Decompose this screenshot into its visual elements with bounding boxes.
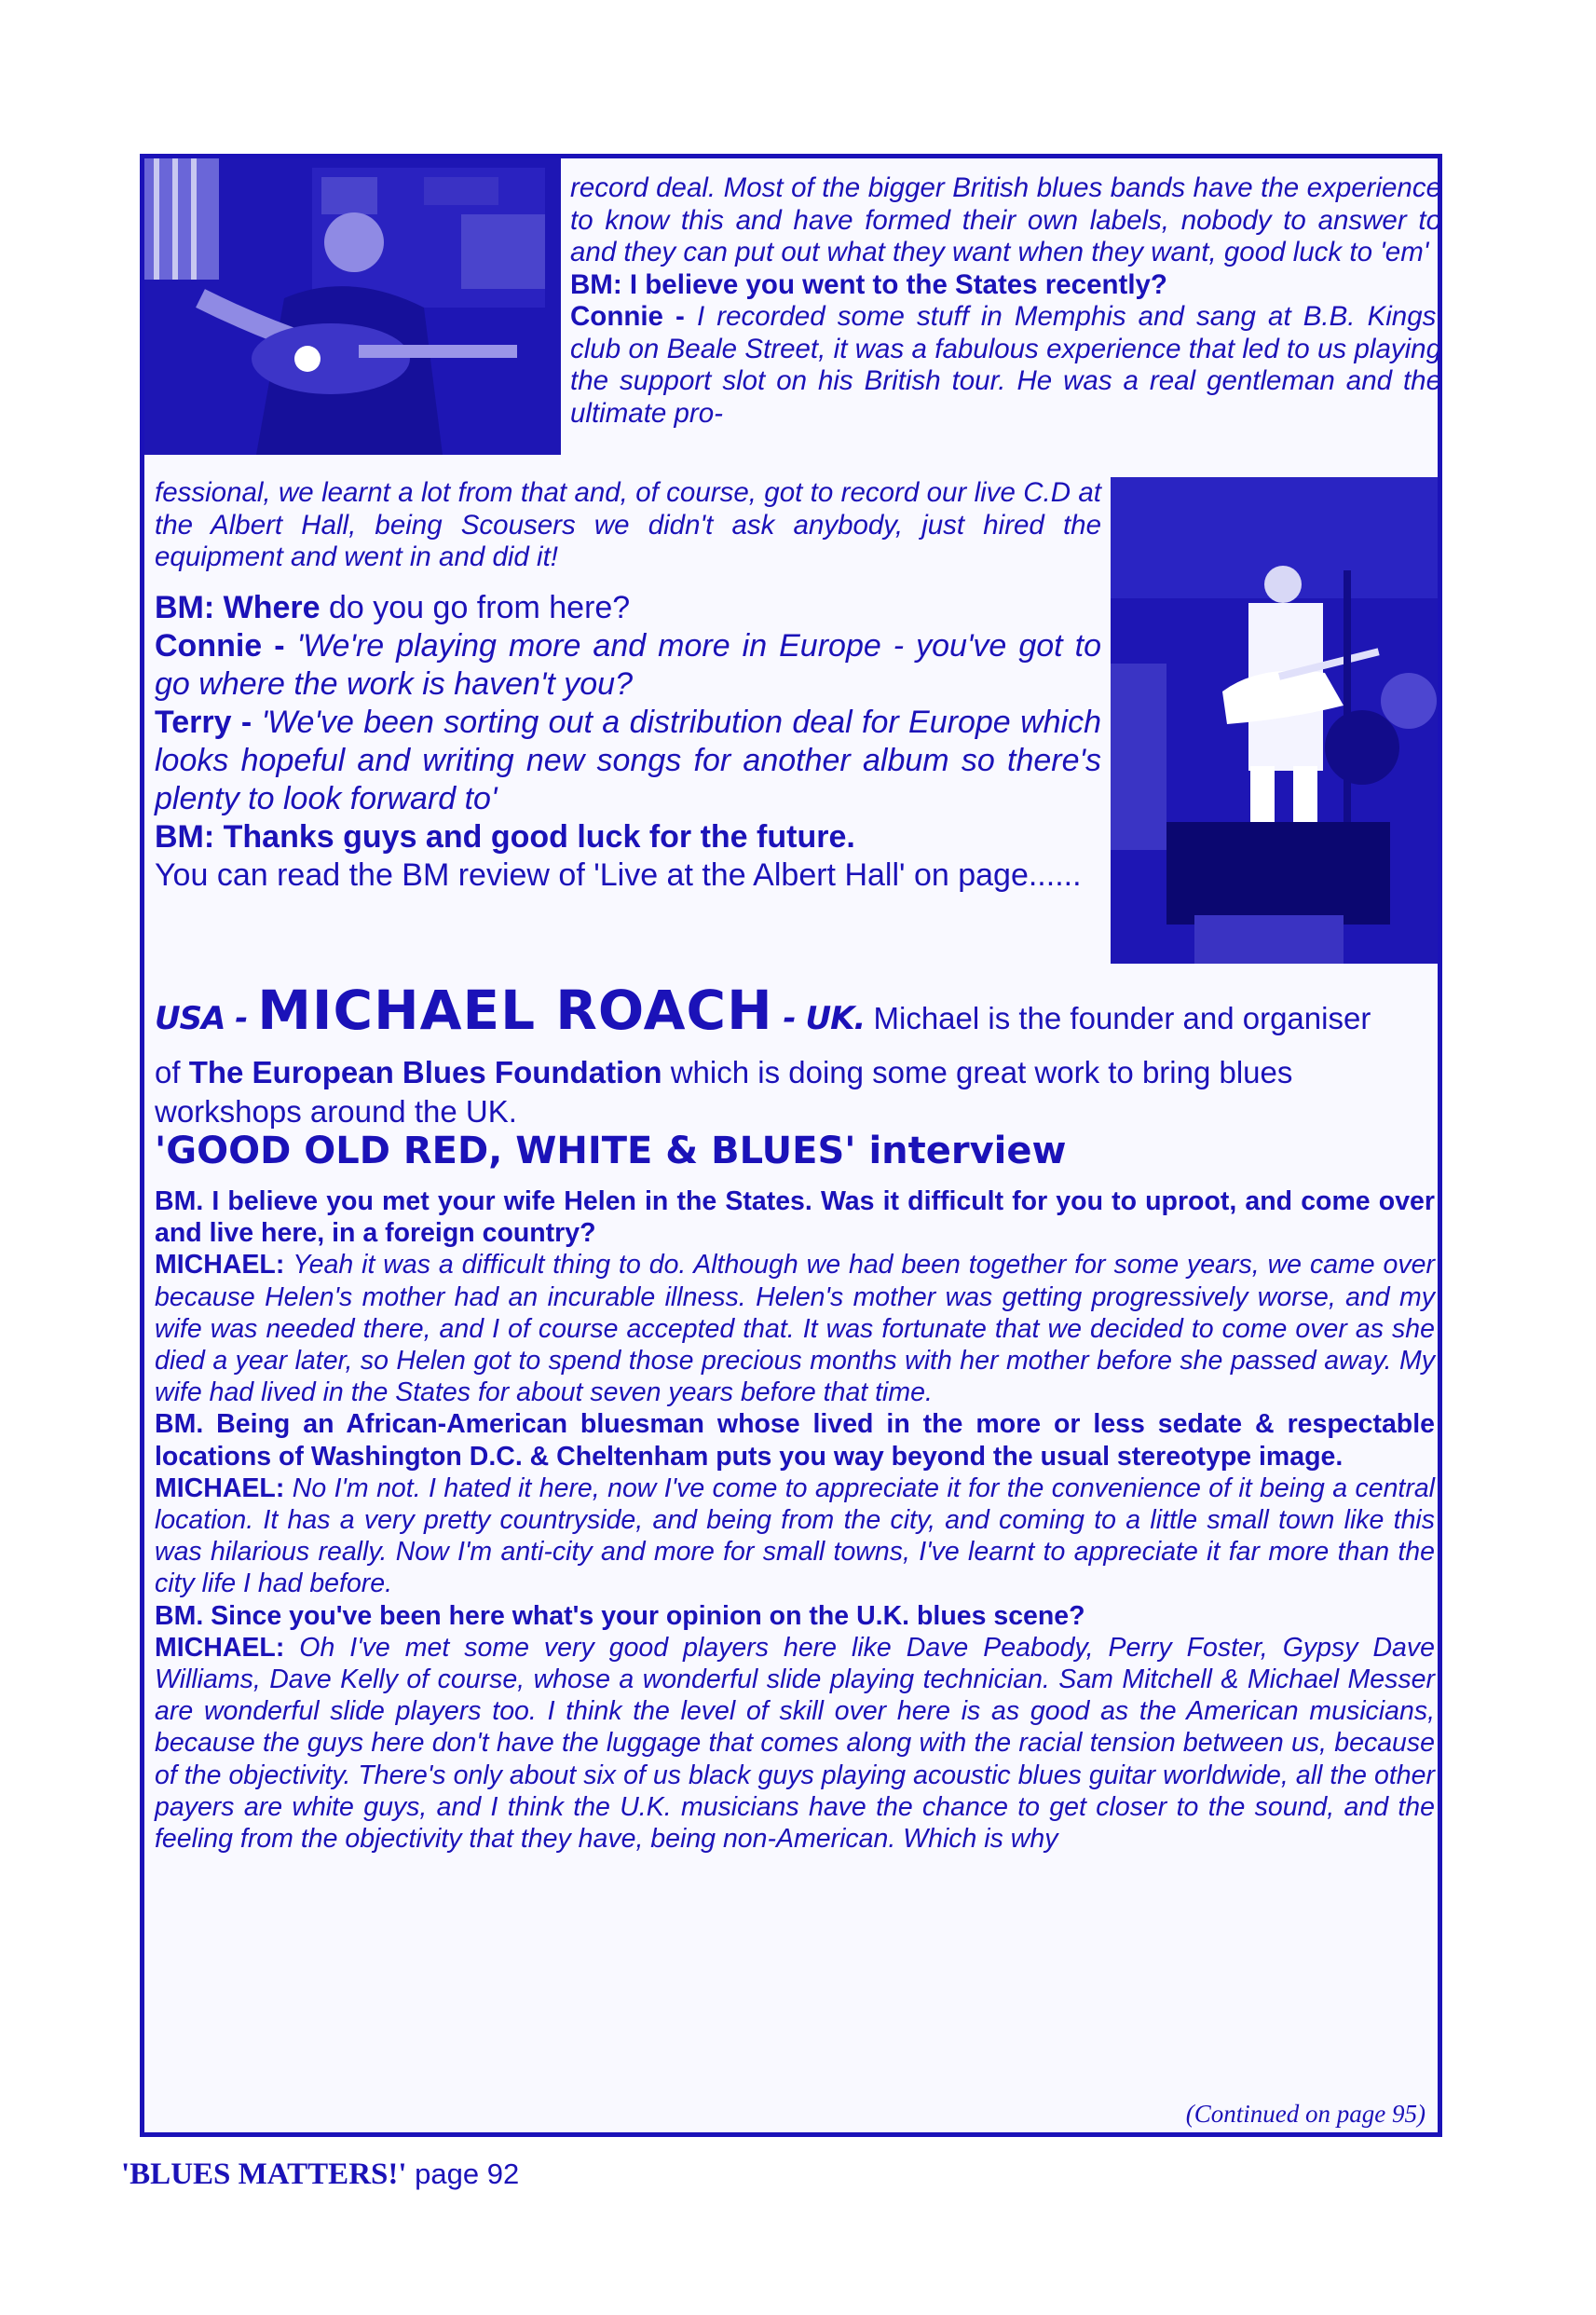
- top-right-text: [570, 172, 1441, 430]
- question-where: [155, 589, 1101, 627]
- page-number: page 92: [406, 2157, 520, 2190]
- question-where-bold: BM: Where: [155, 590, 321, 625]
- heading-name: MICHAEL ROACH: [257, 979, 773, 1042]
- middle-text-large: [155, 589, 1101, 895]
- paragraph-record-deal: record deal. Most of the bigger British blues bands have the experience to know this and have formed their own labels, nobody to answer to and they can put out what they want when they want, good luck to 'em': [570, 172, 1441, 267]
- question-3: BM. Since you've been here what's your opinion on the U.K. blues scene?: [155, 1600, 1085, 1631]
- question-2: BM. Being an African-American bluesman whose lived in the more or less sedate & respectable locations of Washington D.C. & Cheltenham puts you way beyond the usual stereotype image.: [155, 1409, 1435, 1472]
- answer-text: I recorded some stuff in Memphis and sang at B.B. Kings' club on Beale Street, it was a fabulous experience that led to us playing the support slot on his British tour. He was a real gentleman and the ultimate pro-: [570, 301, 1442, 429]
- page-footer: [121, 2157, 519, 2192]
- speaker-michael: MICHAEL:: [155, 1473, 293, 1503]
- speaker-michael: MICHAEL:: [155, 1632, 300, 1663]
- question-states: BM: I believe you went to the States recently?: [570, 268, 1167, 300]
- section-heading: [155, 979, 1435, 1044]
- question-1: BM. I believe you met your wife Helen in the States. Was it difficult for you to uproot, and come over and live here, in a foreign country?: [155, 1186, 1435, 1249]
- heading-suffix: - UK.: [772, 1000, 866, 1037]
- middle-text-small: fessional, we learnt a lot from that and, of course, got to record our live C.D at the Albert Hall, being Scousers we didn't ask anybody, just hired the equipment and went in and did it!: [155, 477, 1101, 572]
- speaker-connie: Connie -: [570, 301, 697, 332]
- answer-text: 'We've been sorting out a distribution deal for Europe which looks hopeful and writing new songs for another album so there's plenty to look forward to': [155, 705, 1101, 816]
- photo-guitarist-on-stage: [1111, 477, 1438, 964]
- answer-2: [155, 1473, 1435, 1600]
- review-reference: You can read the BM review of 'Live at the Albert Hall' on page......: [155, 857, 1082, 893]
- speaker-terry: Terry -: [155, 705, 262, 740]
- intro-paragraph: [155, 1053, 1435, 1131]
- intro-org: The European Blues Foundation: [188, 1055, 662, 1089]
- answer-terry: [155, 704, 1101, 818]
- question-where-rest: do you go from here?: [320, 590, 631, 625]
- answer-connie-memphis: [570, 301, 1441, 430]
- heading-prefix: USA -: [155, 1000, 258, 1037]
- interview-title: 'GOOD OLD RED, WHITE & BLUES' interview: [155, 1130, 1067, 1172]
- magazine-name: 'BLUES MATTERS!': [121, 2157, 407, 2191]
- intro-pre: of: [155, 1055, 189, 1089]
- photo-boy-with-guitar: [144, 158, 561, 455]
- continued-note: (Continued on page 95): [1185, 2100, 1425, 2128]
- answer-3: [155, 1632, 1435, 1855]
- interview-body: [155, 1185, 1435, 1855]
- intro-post: which is doing some great work to bring blues workshops around the UK.: [155, 1055, 1293, 1129]
- answer-text: 'We're playing more and more in Europe - you've got to go where the work is haven't you?: [155, 628, 1101, 702]
- heading-lead: Michael is the founder and organiser: [865, 1001, 1371, 1035]
- answer-text: No I'm not. I hated it here, now I've come to appreciate it for the convenience of it being a central location. It has a very pretty countryside, and being from the city, and coming to a little small town like this was hilarious really. Now I'm anti-city and more for small towns, I've learnt to appreciate it far more than the city life I had before.: [155, 1473, 1436, 1599]
- speaker-connie: Connie -: [155, 628, 297, 664]
- answer-connie-europe: [155, 627, 1101, 704]
- thanks-line: BM: Thanks guys and good luck for the future.: [155, 819, 855, 855]
- answer-1: [155, 1249, 1435, 1408]
- answer-text: Oh I've met some very good players here like Dave Peabody, Perry Foster, Gypsy Dave Williams, Dave Kelly of course, whose a wonderful slide playing technician. Sam Mitchell & Michael Messer are wonderful slide players too. I think the level of skill over here is as good as the American musicians, because the guys here don't have the luggage that comes along with the racial tension between us, because of the objectivity. There's only about six of us black guys playing acoustic blues guitar worldwide, all the other payers are white guys, and I think the U.K. musicians have the chance to get closer to the sound, and the feeling from the objectivity that they have, being non-American. Which is why: [155, 1632, 1435, 1855]
- answer-text: Yeah it was a difficult thing to do. Although we had been together for some years, we came over because Helen's mother had an incurable illness. Helen's mother was getting progressively worse, and my wife was needed there, and I of course accepted that. It was fortunate that we decided to come over as she died a year later, so Helen got to spend those precious months with her mother before she passed away. My wife had lived in the States for about seven years before that time.: [155, 1250, 1435, 1408]
- speaker-michael: MICHAEL:: [155, 1250, 293, 1281]
